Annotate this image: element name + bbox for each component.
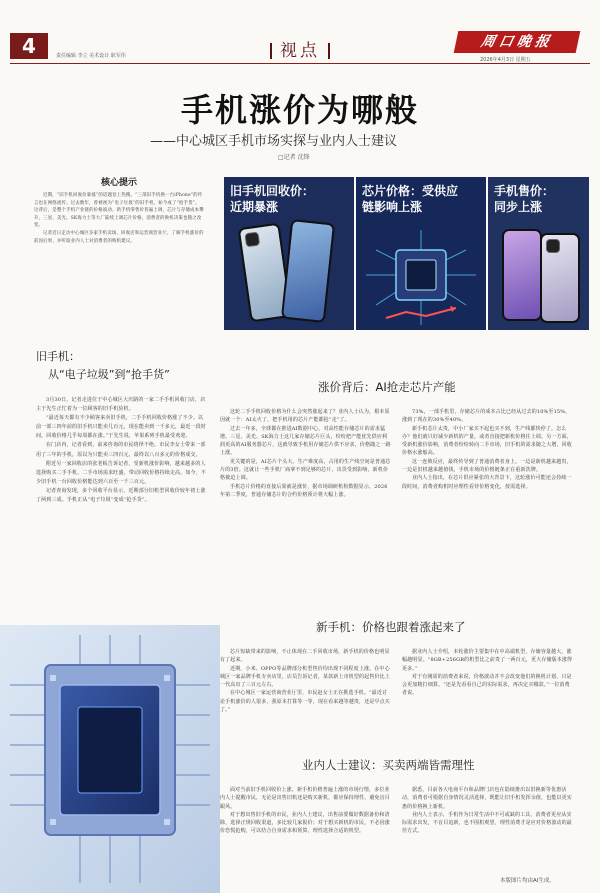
subheadline: ——中心城区手机市场实探与业内人士建议 [150, 134, 398, 149]
body-paragraph: 对于想出售旧手机的市民，业内人士建议，出售前要做好数据备份和清除，选择正规回收渠道，多比较几家报价；对于想买新机的市民，不必因涨价恐慌抢购，可以结合自身需求和预算，理性选择合适的机型。 [220, 811, 390, 835]
body-paragraph: 业内人士指出，在芯片供应紧张的大背景下，这轮涨价可能还会持续一段时间，消费者购机时应理性看待价格变化，按需选择。 [402, 475, 572, 490]
section-divider-left [270, 43, 272, 59]
core-summary-heading: 核心提示 [100, 178, 137, 188]
card-label-line: 芯片价格：受供应 [362, 184, 459, 198]
body-paragraph: 手机芯片价格的直接后果就是涨价，据市场调研机构数据显示，2026年第二季度，普通存储芯片的合约价格预计将大幅上涨。 [220, 483, 388, 498]
body-paragraph: 过去一年多，全球都在推进AI数据中心，对高性能存储芯片的需求猛增。三星、美光、SK海力士这几家存储芯片巨头，纷纷把产能优先供应利润更高的AI服务器芯片，这就导致手机用存储芯片供不应求，价格随之一路上涨。 [220, 425, 391, 457]
page-number: 4 [10, 33, 48, 59]
section-heading-new-phones: 新手机：价格也跟着涨起来了 [316, 620, 466, 634]
phone-illustration [540, 233, 580, 323]
section-heading-advice: 业内人士建议：买卖两端皆需理性 [302, 758, 475, 772]
body-paragraph: 对于有刚需的消费者来说，价格波动并不会改变他们的换机计划，只是会更加精打细算。“还是先看看自己的实际需求，再决定买哪款。”一位消费者说。 [402, 673, 572, 697]
body-paragraph: “最近每天都有不少顾客来卖旧手机，二手手机回收价格涨了不少。以前一部三四年前的旧手机只能卖几百元，现在能卖到一千多元，最近一段时间，回收价格几乎每周都在涨。”于先生说，苹果系列手机最受欢迎。 [36, 415, 206, 440]
card-label-line: 旧手机回收价： [230, 184, 315, 198]
card-recycling-price [224, 177, 354, 330]
card-label [362, 183, 458, 215]
left-heading-line: 从“电子垃圾”到“抢手货” [48, 368, 170, 381]
reporter-byline: □记者 沈锋 [278, 154, 310, 161]
core-summary-paragraph: 近期，“旧手机回收价暴涨”的话题登上热搜。“三部旧手机换一台iPhone”的传言也在网络流传。过去数年，曾被视为“电子垃圾”的旧手机，如今成了“抢手货”。这背后，是整个手机产业链的价格波动。新手机零售价普遍上调，芯片与存储成本攀升，三星、美光、SK海力士等大厂陆续上调芯片价格，消费者的换机决策也随之改变。 [34, 193, 204, 229]
newspaper-logo: 周口晚报 [454, 31, 581, 53]
section-divider-right [328, 43, 330, 59]
body-paragraph: 这一连锁反应，最终传导到了普通消费者身上。一边是新机越来越贵，一边是旧机越来越值钱，手机市场的价格链条正在重新洗牌。 [402, 458, 572, 474]
chip-graphic [356, 220, 486, 330]
image-credit-note: 本版图片均由AI生成。 [500, 878, 555, 884]
card-label-line: 近期暴涨 [230, 200, 279, 214]
body-paragraph: 这轮二手手机回收价格为什么会突然涨起来了？业内人士认为，根本原因就一个：AI太火了，把手机用的芯片产能都抢“走”了。 [220, 409, 390, 424]
section-column [402, 408, 574, 491]
section-column [402, 786, 574, 836]
body-paragraph: 3月30日，记者走进位于中心城区大庆路的一家二手手机回收门店，店主于先生正忙着为一位顾客的旧手机验机。 [36, 397, 206, 413]
card-retail-price [488, 177, 589, 330]
body-paragraph: 据业内人士介绍，本轮涨价主要集中在中高端机型，存储容量越大，涨幅越明显。“8GB+256GB的机型比之前贵了一两百元，更大存储版本涨得更多。” [402, 649, 573, 672]
editor-credits: 责任编辑 李立 美术设计 耿军伟 [56, 53, 126, 59]
card-label-line: 链影响上涨 [362, 200, 423, 214]
header-rule [10, 63, 590, 64]
body-paragraph: 业内人士表示，手机作为日常生活中不可或缺的工具，消费者更应从实际需求出发，不盲目追新，也不囤机观望，理性消费才是应对价格波动的最佳方式。 [402, 811, 572, 835]
phone-illustration [502, 229, 542, 321]
card-label-line: 同步上涨 [494, 200, 543, 214]
section-column [402, 648, 574, 698]
body-paragraph: 附近另一家回收店的张老板告诉记者，受新机涨价影响，越来越多的人选择购买二手手机，二手市场需求旺盛，带动回收价格持续走高。如今，不少旧手机一台回收价格能达到六百至一千三百元。 [36, 460, 206, 485]
section-title [262, 36, 338, 61]
phone-illustration [281, 219, 335, 323]
section-column [220, 786, 392, 836]
body-paragraph: 据悉，目前各大电商平台和品牌门店也在陆续推出以旧换新等优惠活动，消费者可根据自身情况灵活选择，既能让旧手机发挥余值，也能以更实惠的价格换上新机。 [402, 787, 572, 810]
body-paragraph: 在中心城区一家运营商营业厅里，市民赵女士正在挑选手机。“最近讨论手机涨价的人很多，我原本打算等一等，现在看来越等越贵，还是早点买了。” [220, 690, 390, 714]
section-column [220, 648, 392, 714]
section-label: 视点 [280, 41, 320, 61]
section-heading-ai-chips: 涨价背后：AI抢走芯片产能 [318, 380, 456, 394]
left-heading-line: 旧手机： [36, 350, 80, 363]
card-chip-price [356, 177, 486, 330]
body-paragraph: 新手机芯片太贵，中小厂家买不起也买不到，生产线都快停了。怎么办？他们就只好减少新机的产量，或者直接把新机价格往上调。另一方面，受新机涨价影响，消费者纷纷转向二手市场，旧手机的需求随之大增，回收价格水涨船高。 [402, 425, 572, 457]
body-paragraph: 记者查询发现，多个回收平台显示，近期部分旧机型回收价较年初上涨了两到三成。手机正从“电子垃圾”变成“抢手货”。 [36, 487, 206, 504]
page-header [0, 0, 600, 62]
body-paragraph: 在门店内，记者看到，前来咨询的市民络绎不绝。市民李女士带来一部用了三年的手机，原以为只能卖三四百元，最终以八百多元的价格成交。 [36, 442, 206, 458]
chip-illustration [0, 625, 220, 893]
body-paragraph: 近期，小米、OPPO等品牌部分机型售价均出现不同程度上涨。在中心城区一家品牌手机专卖店里，店员告诉记者，某款新上市机型的起售价比上一代高出了三百元左右。 [220, 665, 390, 689]
card-label [494, 183, 554, 215]
card-label [230, 183, 314, 215]
headline: 手机涨价为哪般 [180, 91, 419, 129]
card-label-line: 手机售价： [494, 184, 555, 198]
core-summary-box [34, 175, 204, 335]
body-paragraph: 更关键的是，AI芯片个头大、生产难度高，占用的生产线空间是普通芯片的3倍。这就让一些手机厂商拿不到足够的芯片，出货受到影响，新机价格被迫上调。 [220, 458, 391, 482]
issue-date: 2026年4月3日 星期五 [480, 57, 531, 63]
body-paragraph: 面对当前旧手机回收价上涨、新手机价格普遍上涨的市场行情，多位业内人士提醒市民，无论是出售旧机还是购买新机，都应保持理性，避免盲目跟风。 [220, 787, 390, 810]
core-summary-paragraph: 记者近日走访中心城区多家手机卖场、回收店和运营商营业厅，了解手机涨价的前因后果，并听取业内人士对消费者的购机建议。 [34, 230, 204, 244]
left-section-heading [36, 348, 206, 384]
body-paragraph: 73%，一部手机里，存储芯片的成本占比已经从过去的10%至15%，涨到了现在的30%至40%。 [402, 409, 571, 424]
body-paragraph: 芯片短缺带来的影响，不止体现在二手回收市场，新手机的价格也明显有了起来。 [220, 649, 390, 664]
section-column [220, 408, 392, 499]
left-section-body [36, 396, 206, 505]
